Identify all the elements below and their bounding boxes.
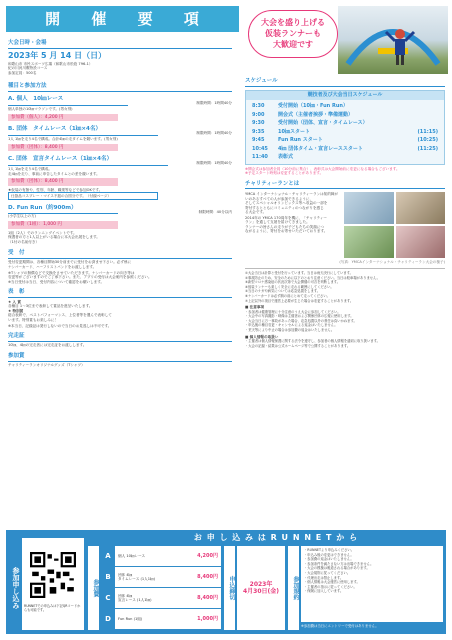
schedule-text: 開会式（主催者挨拶・準備運動）	[278, 111, 354, 118]
rule-item: ・参加条件を満たさない方は出場できません。	[304, 561, 374, 566]
fee-row-name: 個人 10㎞レース	[118, 553, 146, 558]
right-column	[245, 78, 445, 348]
category-d-desc-3: （1付の名前付き）	[8, 239, 40, 244]
charity-p5: 2014年の YMCA 170周年を機に、「チャリティー	[245, 215, 327, 220]
schedule-text: 受付開始（10㎞・Fun Run）	[278, 103, 348, 110]
schedule-text: 受付開始（団体、宣言・タイムレース）	[278, 120, 368, 127]
category-c-row	[8, 156, 232, 165]
rule-item: ・代理出走は禁止します。	[304, 575, 344, 580]
schedule-time: 10:45	[252, 145, 268, 152]
charity-p3: 寄付するとともにコミュニティのつながりを感じ	[245, 205, 324, 210]
schedule-time: 8:30	[252, 103, 265, 110]
category-d-sub: (小学生以上の方)	[8, 214, 36, 219]
category-d-row	[8, 205, 232, 214]
category-a-fee: 参加費（個人）：4,200 円	[8, 114, 118, 122]
charity-p8: ながるように、寄付をお寄せいただいております。	[245, 229, 328, 234]
charity-p7: ランナーの皆さんの走りが子どもたちの笑顔につ	[245, 224, 324, 229]
runner-arch-illustration	[338, 6, 448, 74]
rule-item: ・主催者の指示に従ってください。	[304, 584, 357, 589]
callout-bubble	[248, 10, 338, 58]
charity-photo-3	[344, 226, 394, 258]
category-c-note-1: ★仮装の有無や、性別、年齢、職業等などで参加OKです。	[8, 187, 103, 192]
fee-row	[101, 588, 221, 609]
note-item: ①大会当日は計算と受付を行っています。当日は雨天決行にしています。	[245, 270, 353, 275]
rule-item: ・大会規則に従ってください。	[304, 570, 351, 575]
schedule-time: 9:30	[252, 120, 265, 127]
finish-heading: 完走証	[8, 333, 232, 342]
awards-line-3: ★ 特別賞	[8, 308, 24, 313]
category-d-title: D. Fun Run（約900m）	[8, 205, 118, 214]
category-c-note-2: 仕掛品コスプレー・マイス不振の合図分です。（付録ページ）	[8, 192, 158, 199]
reception-line-3: ※Tシャツの無償などで交換をさせていただきます。ナンバーカードの向き等は	[8, 270, 135, 275]
rule-item: ・申込み後の変更はできません。	[304, 552, 354, 557]
category-d-desc-1: 1組（2人）でのランニングイベントです。	[8, 230, 77, 235]
fee-row-key: D	[101, 609, 115, 629]
category-b-fee: 参加費（団体）：8,400 円	[8, 144, 118, 152]
qr-caption: RUNNETでの申込みは下記QRコードからも可能です。	[24, 604, 81, 612]
event-section-heading: 大会日時・会場	[8, 40, 232, 49]
reception-line-1: 受付変更期間は、各種目開始30分前までに受付をお済ませ下さい。必ず係に	[8, 260, 132, 265]
schedule-extra: (11:15)	[417, 128, 438, 135]
deadline-box	[237, 546, 285, 630]
event-venue-1: 和歌山市 市民スポーツ広場（和歌山市松島 796-1）	[8, 61, 93, 66]
notes-heading-2: ■ 注意事項	[245, 305, 265, 310]
fee-row-price: 1,000円	[197, 615, 218, 622]
rules-list	[301, 546, 443, 622]
fee-row-price: 4,200円	[197, 552, 218, 559]
note-item: ②事故防止のため、安全のために以下のとおり注意ください。当日は駐車場がありません。	[245, 275, 380, 280]
notes-list-2	[245, 310, 445, 333]
gift-line: チャリティーランオリジナルグッズ（Tシャツ）	[8, 363, 85, 368]
category-d-limit: 制限時間：40分以内	[198, 209, 232, 214]
schedule-extra: (11:25)	[417, 145, 438, 152]
fee-row	[101, 546, 221, 567]
reception-line-4: 変更等がございますのでご了承下さい。また、アプリの受付は大会案内を参照ください。	[8, 275, 152, 280]
fee-row-key: B	[101, 567, 115, 587]
charity-photo-2	[396, 192, 446, 224]
fee-table-label: 参加費	[88, 546, 99, 630]
charity-caption: (写真：YMCAインターナショナル・チャリティーラン大会の様子)	[339, 260, 445, 265]
deadline-date: 2023年 4月30日(金)	[242, 580, 279, 595]
apply-left-label: 参加申し込み	[12, 567, 20, 609]
schedule-text: 10㎞スタート	[278, 128, 310, 135]
fee-row-price: 8,400円	[197, 573, 218, 580]
category-a-limit: 制限時間：1時間40分	[196, 101, 232, 106]
category-c-title: C. 団体 宣言タイムレース（1㎞×4名）	[8, 156, 168, 165]
rule-item: ・大会の模様は報道される場合があります。	[304, 566, 370, 571]
rule-item: ・参加費の返金はいたしません。	[304, 557, 354, 562]
event-capacity: 参加定員：500名	[8, 70, 37, 75]
finish-line: 10㎞、4㎞の完走者には完走証をお渡しします。	[8, 343, 87, 348]
schedule-row	[252, 153, 438, 162]
fee-row	[101, 567, 221, 588]
charity-body	[245, 192, 445, 258]
schedule-row	[252, 119, 438, 128]
qr-code-icon[interactable]	[30, 552, 76, 598]
note-item: ・荒天等により中止の場合は参加費の返金はいたしません。	[245, 327, 335, 332]
apply-section	[6, 530, 446, 634]
reception-line-2: ナンバーカード、ハーフリストバンドをお渡しします。	[8, 264, 97, 269]
schedule-row	[252, 102, 438, 111]
note-item: ・大会の記録・結果は公式ホームページ等で公開することがあります。	[245, 343, 351, 348]
schedule-text: 表彰式	[278, 154, 294, 161]
notes-list	[245, 271, 445, 303]
callout-line-3: 大歓迎です	[273, 40, 313, 49]
category-c-desc-1: 1人 1㎞を走り4名で構成。	[8, 167, 52, 172]
category-b-desc: 1人 1㎞を走り4名で構成。合計4㎞の走タイムを競います。(男女別)	[8, 137, 118, 142]
categories-heading: 種目と参加方法	[8, 83, 232, 92]
note-item: ・主催者は個人情報保護に関する法令を遵守し、参加者の個人情報を適切に取り扱います。	[245, 339, 380, 344]
schedule-row	[252, 145, 438, 154]
schedule-time: 9:00	[252, 111, 265, 118]
schedule-note-1: ※開会式は参加者全員（10分前に集合）、表彰式は大会開始前に変更になる場合もございます。	[245, 166, 400, 171]
event-date: 2023年 5 月 14 日（日）	[8, 50, 107, 60]
notes-divider	[245, 268, 445, 269]
note-item: ⑤当日のケガや病気については応急処置をします。	[245, 289, 321, 294]
callout-line-1: 大会を盛り上げる	[261, 18, 325, 27]
charity-photo-grid	[344, 192, 445, 258]
fee-row-name: 団体 4㎞ タイムレース (1人1㎞)	[118, 572, 156, 581]
schedule-time: 11:40	[252, 154, 268, 161]
rule-item: ・保険に加入しています。	[304, 589, 344, 594]
awards-line-5: います。特別賞もお楽しみに！	[8, 317, 59, 322]
fee-table	[101, 546, 221, 630]
note-item: ・大会中の写真撮影・映像は主催者および関係団体の広報に使用します。	[245, 314, 354, 319]
category-a-row	[8, 96, 232, 105]
schedule-row	[252, 128, 438, 137]
callout-line-2: 仮装ランナーも	[265, 29, 321, 38]
schedule-time: 9:45	[252, 137, 265, 144]
fee-row-name: Fun Run (1組)	[118, 616, 143, 621]
schedule-extra: (10:25)	[417, 137, 438, 144]
category-c-fee: 参加費（団体）：8,400 円	[8, 178, 118, 186]
schedule-box	[245, 90, 445, 165]
fee-row-price: 8,400円	[197, 594, 218, 601]
page-title: 開 催 要 項	[6, 6, 239, 32]
schedule-text: 4㎞ 団体タイム・宣言レーススタート	[278, 145, 363, 152]
note-item: ・大会当日に万一事故があった場合、応急処置以外の責任は負いかねます。	[245, 318, 357, 323]
category-b-title: B. 団体 タイムレース（1㎞×4名）	[8, 126, 158, 135]
note-item: ・申込後の種目変更・キャンセルによる返金はいたしません。	[245, 323, 338, 328]
category-d-fee: 参加費（1組）：1,000 円	[8, 221, 118, 229]
gift-heading: 参加賞	[8, 353, 232, 362]
awards-line-2: 各種目 1～3位まで表彰して賞品を進呈いたします。	[8, 304, 93, 309]
charity-photo-4	[396, 226, 446, 258]
event-venue-2: 紀の川河川敷特設コース	[8, 66, 48, 71]
awards-line-1: ★ 入 賞	[8, 299, 21, 304]
charity-text	[245, 192, 341, 258]
schedule-box-heading: 競技者及び大会当日スケジュール	[246, 91, 444, 100]
charity-p2: そしてスペシャルオリンピックス等へ収益の一部を	[245, 201, 328, 206]
schedule-note-2: ※予定スタート時刻は変更することがあります。	[245, 171, 324, 176]
note-item: ④仮装ランナーも楽しく安全に走れる範囲にしてください。	[245, 284, 334, 289]
fee-row-key: A	[101, 546, 115, 566]
category-c-desc-2: 走4㎞を走り、事前に申告したタイムとの差を競います。	[8, 171, 100, 176]
deadline-label: 申込締切	[224, 546, 235, 630]
reception-line-5: ※当日受付は当日、受付内容について確認をお願いします。	[8, 279, 105, 284]
charity-p1: YMCA インターナショナル・チャリティーランは知的障がいのあるすべての人が参加できるように、	[245, 192, 339, 201]
charity-p4: る大会です。	[245, 210, 267, 215]
charity-p6: ラン」を通して支援を届けてきました。	[245, 220, 310, 225]
note-item: ③新型コロナ感染症の状況次第で大会開催の可否を判断します。	[245, 280, 341, 285]
schedule-row	[252, 111, 438, 120]
awards-line-4: 総合表彰で、ベストパフォーマンス、上位者等を選んで表彰して	[8, 313, 112, 318]
apply-bottom-note: ※参加費は当日にエントリーで受付はありません。	[301, 624, 379, 628]
rules-label: 参加規約	[288, 546, 299, 630]
schedule-time: 9:35	[252, 128, 265, 135]
schedule-heading: スケジュール	[245, 78, 445, 87]
category-c-limit: 制限時間：1時間40分	[196, 161, 232, 166]
note-item: ⑥ナンバーカードは必ず胸の前にとめて走ってください。	[245, 293, 330, 298]
schedule-row	[252, 136, 438, 145]
category-a-title: A. 個人 10㎞レース	[8, 96, 128, 105]
qr-panel	[22, 538, 84, 630]
fee-row-name: 団体 4㎞ 宣言レース (1人1㎞)	[118, 593, 152, 602]
fee-row	[101, 609, 221, 630]
category-a-desc: 個人単独の10㎞マラソンです。(男女別)	[8, 107, 73, 112]
schedule-text: Fun Run スタート	[278, 137, 323, 144]
reception-heading: 受 付	[8, 250, 232, 259]
left-column	[8, 40, 232, 368]
header-photo	[338, 6, 448, 74]
fee-row-key: C	[101, 588, 115, 608]
category-b-row	[8, 126, 232, 135]
rule-item: ・個人情報は大会運営に使用します。	[304, 580, 360, 585]
schedule-rows	[246, 100, 444, 164]
charity-photo-1	[344, 192, 394, 224]
notes-list-3	[245, 339, 445, 348]
awards-heading: 表 彰	[8, 289, 232, 298]
charity-heading: チャリティーランとは	[245, 181, 445, 190]
category-d-desc-2: 保護者の方と1人以上がいる場合に本大会出展をします。	[8, 235, 100, 240]
apply-title: お 申 し 込 み は R U N N E T か ら	[193, 533, 359, 542]
awards-line-6: ※本当日、記録証は発行しないので当日のお見逃しは不可です。	[8, 323, 112, 328]
category-b-limit: 制限時間：1時間40分	[196, 131, 232, 136]
notes-heading-3: ■ 個人情報の取扱い	[245, 334, 279, 339]
note-item: ・参加者は健康管理に十分注意のうえ大会に参加してください。	[245, 309, 341, 314]
rule-item: ・RUNNETより申込みください。	[304, 548, 354, 552]
note-item: ⑦上記以外の項目で運営上必要が生じた場合は変更することがあります。	[245, 298, 354, 303]
